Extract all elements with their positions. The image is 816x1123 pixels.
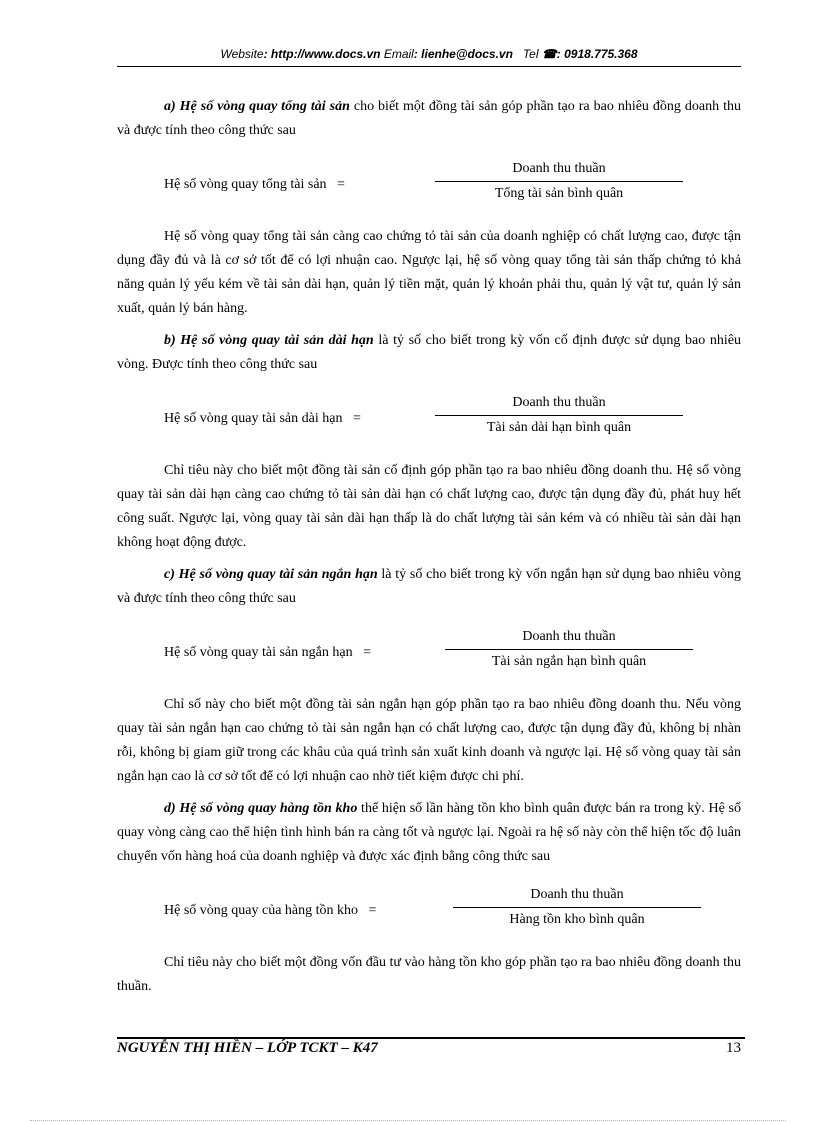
formula-a-fraction	[435, 157, 683, 206]
section-a-explanation: Hệ số vòng quay tổng tài sản càng cao chứng tỏ tài sản của doanh nghiệp có chất lượng cao, được tận dụng đầy đủ và là cơ sở tốt để có lợi nhuận cao. Ngược lại, hệ số vòng quay tổng tài sản thấp chứng tỏ khả năng quản lý yếu kém về tài sản dài hạn, quản lý tiền mặt, quản lý khoản phải thu, quản lý vật tư, quản lý sản xuất, quản lý bán hàng.	[117, 229, 741, 316]
page-edge-dots	[30, 1120, 786, 1121]
formula-a-numerator: Doanh thu thuần	[512, 161, 606, 176]
section-b-explanation: Chỉ tiêu này cho biết một đồng tài sản cố định góp phần tạo ra bao nhiêu đồng doanh thu. Hệ số vòng quay tài sản dài hạn càng cao chứng tỏ tài sản dài hạn có chất lượng cao, được tận dụng đầy đủ, phát huy hết công suất. Ngược lại, vòng quay tài sản dài hạn thấp là do chất lượng tài sản kém và có nhiều tài sản dài hạn không hoạt động được.	[117, 463, 741, 550]
formula-b-lhs: Hệ số vòng quay tài sản dài hạn =	[164, 411, 361, 426]
formula-d-numerator: Doanh thu thuần	[530, 887, 624, 902]
tel-value: ☎: 0918.775.368	[541, 47, 638, 61]
formula-d-fraction	[453, 883, 701, 932]
formula-c-lhs: Hệ số vòng quay tài sản ngắn hạn =	[164, 645, 371, 660]
formula-a-denominator: Tổng tài sản bình quân	[494, 186, 624, 201]
section-c-intro: c) Hệ số vòng quay tài sản ngắn hạn là tỷ số cho biết trong kỳ vốn ngắn hạn sử dụng bao nhiêu vòng và được tính theo công thức sau	[117, 567, 741, 606]
email-value[interactable]: : lienhe@docs.vn	[413, 47, 513, 61]
formula-c-denominator: Tài sản ngắn hạn bình quân	[491, 654, 647, 669]
footer-author: NGUYỄN THỊ HIỀN – LỚP TCKT – K47	[117, 1040, 378, 1056]
formula-a-lhs: Hệ số vòng quay tổng tài sản =	[164, 177, 345, 192]
section-b-title: b) Hệ số vòng quay tài sản dài hạn	[164, 333, 374, 348]
page-content	[117, 95, 741, 999]
formula-b-denominator: Tài sản dài hạn bình quân	[486, 420, 632, 435]
formula-c-fraction	[445, 625, 693, 674]
email-label: Email	[383, 47, 414, 61]
website-label: Website	[220, 47, 264, 61]
tel-label: Tel	[522, 47, 539, 61]
formula-d-denominator: Hàng tồn kho bình quân	[509, 912, 645, 927]
formula-b-numerator: Doanh thu thuần	[512, 395, 606, 410]
section-a-intro: a) Hệ số vòng quay tổng tài sản cho biết một đồng tài sản góp phần tạo ra bao nhiêu đồng doanh thu và được tính theo công thức sau	[117, 99, 741, 138]
formula-b	[117, 391, 741, 449]
formula-c-numerator: Doanh thu thuần	[522, 629, 616, 644]
section-a-title: a) Hệ số vòng quay tổng tài sản	[164, 99, 350, 114]
page-header	[117, 47, 741, 61]
section-c-explanation: Chỉ số này cho biết một đồng tài sản ngắn hạn góp phần tạo ra bao nhiêu đồng doanh thu. Nếu vòng quay tài sản ngắn hạn cao chứng tỏ tài sản ngắn hạn có chất lượng cao, được tận dụng đầy đủ, không bị nhàn rỗi, không bị giam giữ trong các khâu của quá trình sản xuất kinh doanh và ngược lại. Hệ số vòng quay tài sản ngắn hạn cao là cơ sở tốt để có lợi nhuận cao nhờ tiết kiệm được chi phí.	[117, 697, 741, 784]
header-rule	[117, 66, 741, 67]
section-b-intro: b) Hệ số vòng quay tài sản dài hạn là tỷ số cho biết trong kỳ vốn cố định được sử dụng bao nhiêu vòng. Được tính theo công thức sau	[117, 333, 741, 372]
formula-b-fraction	[435, 391, 683, 440]
section-c-title: c) Hệ số vòng quay tài sản ngắn hạn	[164, 567, 378, 582]
formula-a	[117, 157, 741, 215]
section-d-explanation: Chỉ tiêu này cho biết một đồng vốn đầu tư vào hàng tồn kho góp phần tạo ra bao nhiêu đồng doanh thu thuần.	[117, 955, 741, 994]
website-value[interactable]: : http://www.docs.vn	[263, 47, 381, 61]
formula-d	[117, 883, 741, 941]
page-number: 13	[726, 1040, 741, 1056]
section-d-intro: d) Hệ số vòng quay hàng tồn kho thể hiện số lần hàng tồn kho bình quân được bán ra trong kỳ. Hệ số quay vòng càng cao thể hiện tình hình bán ra càng tốt và ngược lại. Ngoài ra hệ số này còn thể hiện tốc độ luân chuyển vốn hàng hoá của doanh nghiệp và được xác định bằng công thức sau	[117, 801, 742, 864]
formula-c	[117, 625, 741, 683]
footer-rule	[117, 1037, 745, 1039]
formula-d-lhs: Hệ số vòng quay của hàng tồn kho =	[164, 903, 377, 918]
section-d-title: d) Hệ số vòng quay hàng tồn kho	[164, 801, 358, 816]
